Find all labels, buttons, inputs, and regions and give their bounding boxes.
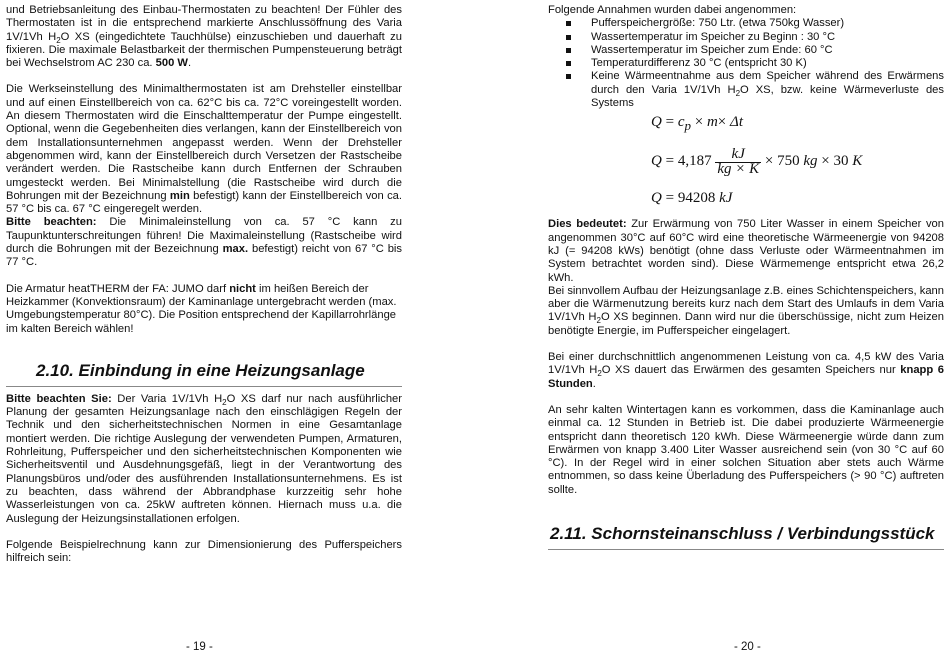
bullet-icon — [566, 74, 571, 79]
bullet-icon — [566, 61, 571, 66]
bullet-icon — [566, 35, 571, 40]
page-number-right: - 20 - — [734, 641, 761, 653]
right-page — [548, 4, 944, 550]
paragraph-meaning: Dies bedeutet: Zur Erwärmung von 750 Liter Wasser in einem Speicher von angenommen 30°C auf 60°C wird eine theoretische Wärmeenergie von 94208 kJ (= 94208 kWs) benötigt (ohne dass Verluste oder Wärmeentnahmen im System betrachtet worden sind). Diese Wärmemenge entspricht etwa 26,2 kWh. Bei sinnvollem Aufbau der Heizungsanlage z.B. eines Schichtenspeichers, kann aber die Wärmenutzung bereits kurz nach dem Start des Umlaufs in dem Varia 1V/1Vh $H_2O$ XS beginnen. Dann wird nur die überschüssige, nicht zum Heizen benötigte Energie, im Pufferspeicher eingelagert. — [548, 218, 944, 337]
list-item: Pufferspeichergröße: 750 Ltr. (etwa 750kg Wasser) — [548, 17, 944, 30]
paragraph-planning-notice: Bitte beachten Sie: Der Varia 1V/1Vh $H_2O$ XS darf nur nach ausführlicher Planung der gesamten Heizungsanlage nach den einschlägigen Regeln der Technik und den sicherheitstechnischen Normen in eine Gesamtanlage montiert werden. Die richtige Auslegung der verwendeten Pumpen, Armaturen, Rohrleitung, Pufferspeicher und den sicherheitstechnischen Komponenten wie Sicherheitsventil und Ausdehnungsgefäß, liegt in der Verantwortung des Planungsbüros und/oder des ausführenden Installationsunternehmens. Es ist zu beachten, dass während der Abbrandphase kurzzeitig sehr hohe Wasserleistungen von ca. 25kW auftreten können. Hiernach muss u.a. die Auslegung der Heizungsinstallationen erfolgen. — [6, 392, 402, 525]
section-heading-2-10: 2.10. Einbindung in eine Heizungsanlage — [36, 360, 365, 380]
paragraph-factory-setting: Die Werkseinstellung des Minimalthermostaten ist am Drehsteller einstellbar und auf einen Einstellbereich von ca. 62°C bis ca. 72°C voreingestellt worden. An diesem Thermostaten wird die Einschalttemperatur der Pumpe eingestellt. Optional, wenn die Gegebenheiten dies verlangen, kann der Einstellbereich von dem Installationsunternehmen angepasst werden. Wenn der Drehsteller abgenommen wird, kann der Einstellbereich durch Versetzen der Rastscheibe verändert werden. Die Rastscheibe kann durch Entfernen der Schrauben umgesteckt werden. Bei Minimalstellung (die Rastscheibe wird durch die Bohrungen mit der Bezeichnung min befestigt) kann der Einstellbereich von ca. 57 °C bis ca. 67 °C eingeregelt werden. Bitte beachten: Die Minimaleinstellung von ca. 57 °C kann zu Taupunktunterschreitungen führen! Die Maximaleinstellung (Rastscheibe wird durch die Bohrungen mit der Bezeichnung max. befestigt) reicht von 67 °C bis 77 °C. — [6, 83, 402, 269]
heat-formula — [548, 110, 944, 218]
bullet-icon — [566, 21, 571, 26]
paragraph-heating-duration: Bei einer durchschnittlich angenommenen Leistung von ca. 4,5 kW des Varia 1V/1Vh $H_2O$ XS dauert das Erwärmen des gesamten Speichers nur knapp 6 Stunden. — [548, 351, 944, 390]
section-heading-2-11: 2.11. Schornsteinanschluss / Verbindungsstück — [550, 524, 935, 544]
assumptions-list — [548, 17, 944, 110]
list-item: Wassertemperatur im Speicher zum Ende: 60 °C — [548, 44, 944, 57]
assumptions-intro: Folgende Annahmen wurden dabei angenommen: — [548, 4, 797, 16]
paragraph-thermostat-installation: und Betriebsanleitung des Einbau-Thermostaten zu beachten! Der Fühler des Thermostaten ist in die entsprechend markierte Anschlussöffnung des Varia 1V/1Vh $H_2O$ XS (eingedichtete Tauchhülse) einzuschieben und dauerhaft zu fixieren. Die maximale Belastbarkeit der thermischen Pumpensteuerung beträgt bei Wechselstrom AC 230 ca. 500 W. — [6, 4, 402, 70]
formula-line-3: Q = 94208 kJ — [651, 190, 733, 207]
list-item: Temperaturdifferenz 30 °C (entspricht 30 K) — [548, 57, 944, 70]
paragraph-example-calculation: Folgende Beispielrechnung kann zur Dimensionierung des Pufferspeichers hilfreich sein: — [6, 538, 402, 565]
formula-fraction: $\frac{kJ}{kg \times K}$ — [717, 146, 760, 177]
formula-line-2: Q = 4,187 $\frac{kJ}{kg \times K}$ × 750 kg × 30 K — [651, 146, 863, 177]
list-item: Keine Wärmeentnahme aus dem Speicher während des Erwärmens durch den Varia 1V/1Vh $H_2O$ XS, bzw. keine Wärmeverluste des Systems — [548, 70, 944, 110]
left-page — [6, 4, 402, 565]
heading-rule — [548, 549, 944, 550]
page-number-left: - 19 - — [186, 641, 213, 653]
paragraph-armature-position: Die Armatur heatTHERM der FA: JUMO darf nicht im heißen Bereich der Heizkammer (Konvektionsraum) der Kaminanlage untergebracht werden (max. Umgebungstemperatur 80°C). Die Position entsprechend der Kapillarrohrlänge im kalten Bereich wählen! — [6, 282, 397, 335]
paragraph-winter-days: An sehr kalten Wintertagen kann es vorkommen, dass die Kaminanlage auch einmal ca. 12 Stunden in Betrieb ist. Die dabei produzierte Wärmeenergie entspricht dann theoretisch 120 kWh. Diese Wärmeenergie würde dann zum Erwärmen von knapp 3.400 Liter Wasser ausreichend sein (von 30 °C auf 60 °C). In der Regel wird in einer solchen Situation aber stets auch Wärme entnommen, so dass keine Überladung des Pufferspeichers (> 90 °C) auftreten sollte. — [548, 403, 944, 496]
formula-line-1: $Q = c_p \times m\times \Delta t$ — [651, 114, 743, 134]
list-item: Wassertemperatur im Speicher zu Beginn : 30 °C — [548, 31, 944, 44]
bullet-icon — [566, 48, 571, 53]
